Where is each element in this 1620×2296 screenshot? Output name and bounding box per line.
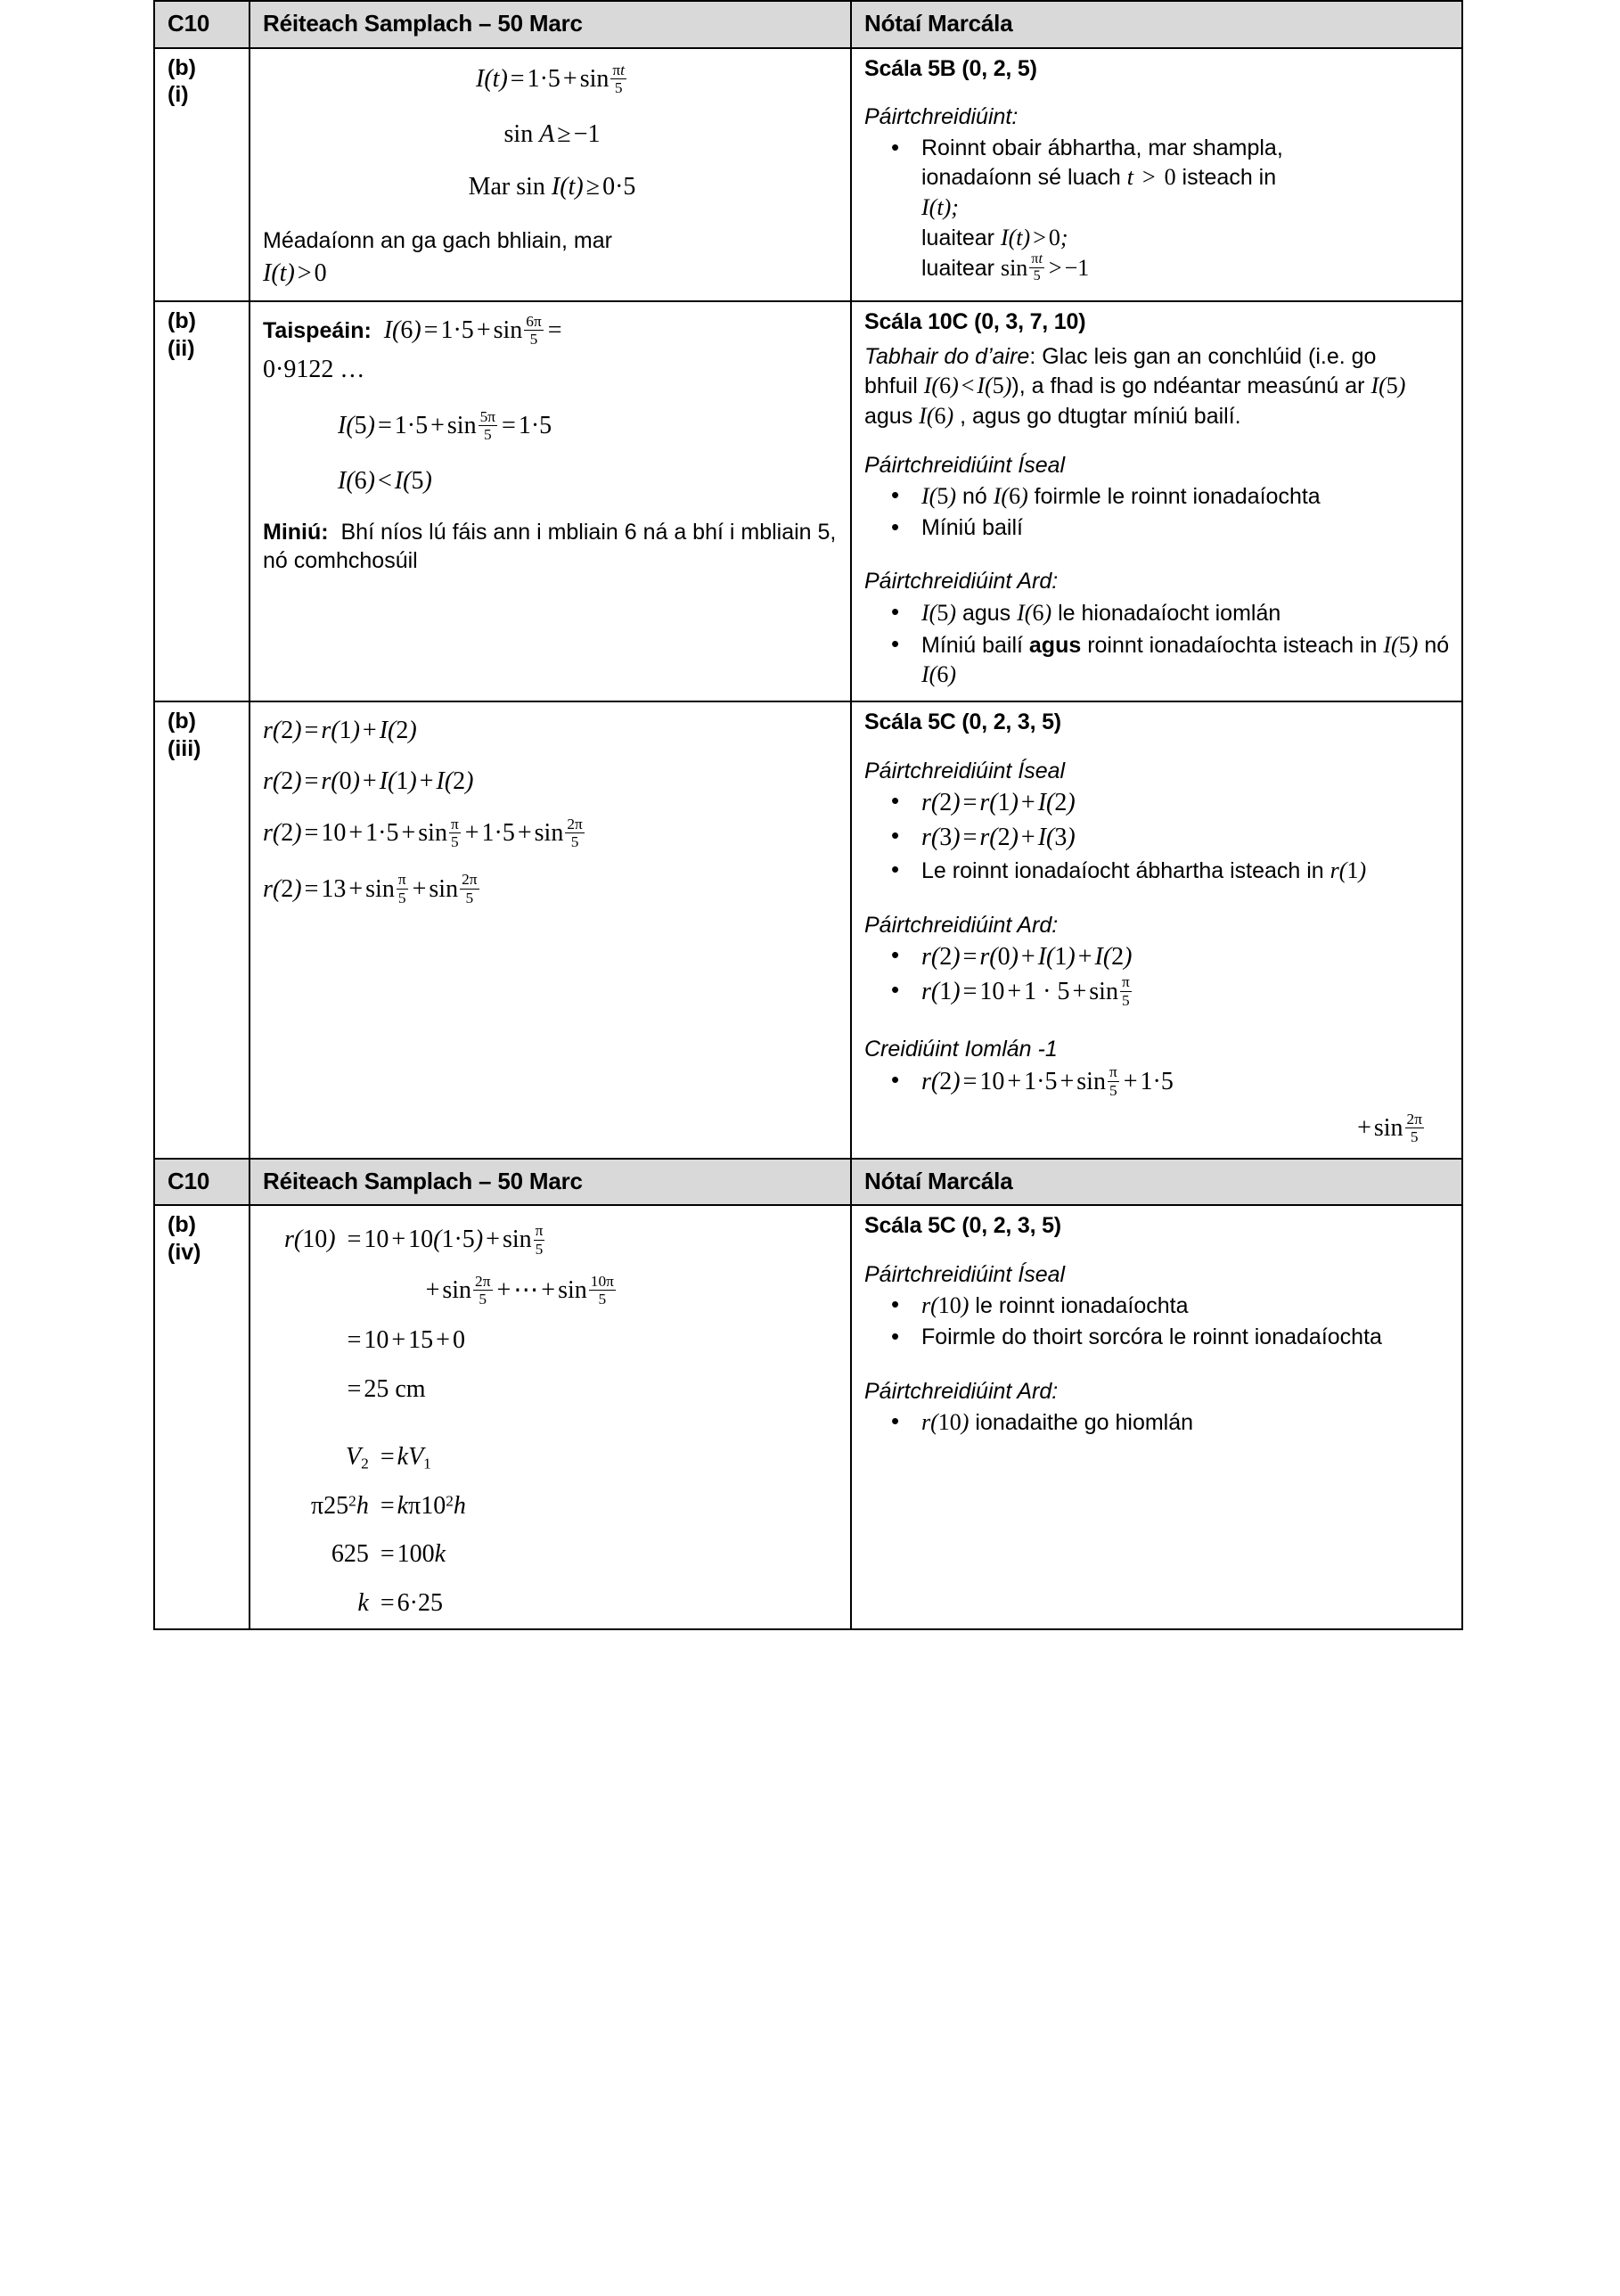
list-item: • Foirmle do thoirt sorcóra le roinnt ionadaíochta (918, 1323, 1452, 1352)
equation-rhs-100k: = 100k (380, 1540, 446, 1569)
header-question-col-repeat: C10 (154, 1159, 250, 1206)
question-label-b-iv (154, 1205, 250, 1629)
list-item: • r(3) = r(2) + I(3) (918, 822, 1452, 854)
iseal-label-b-iv: Páirtchreidiúint Íseal (864, 1261, 1066, 1287)
tabhair-label: Tabhair do d’aire (864, 343, 1030, 369)
spacer (864, 544, 1452, 567)
spacer (864, 437, 1452, 451)
list-item: • Míniú bailí agus roinnt ionadaíochta isteach in I(5) nó I(6) (918, 630, 1452, 691)
equation-r2-c: r(2) = 10 + 1·5 + sin $\frac{\pi}{5}$ + 1·5 + sin $\frac{2\pi}{5}$ (263, 815, 583, 851)
tabhair-note: Tabhair do d’aire: Glac leis gan an conchlúid (i.e. go bhfuil I(6) < I(5)), a fhad is go ndéantar measúnú ar I(5) agus I(6) , agus go dtugtar míniú bailí. (864, 343, 1406, 429)
bullet-line-5: luaitear sin $\frac{\pi t}{5}$ > −1 (921, 251, 1090, 284)
list-item (918, 134, 1452, 286)
bullet-line-2: ionadaíonn sé luach t > 0 isteach in (921, 164, 1277, 191)
tabhair-text-c: agus (864, 403, 920, 429)
question-part: (b) (168, 709, 196, 734)
equation-rhs-kpi10: = $k\pi 10^2h$ (380, 1492, 466, 1520)
question-part: (b) (168, 54, 196, 80)
equation-lhs-pi25: $\pi 25^2h$ (311, 1492, 369, 1520)
ard-list-b-iii (864, 941, 1452, 1010)
notes-cell-b-iv (851, 1205, 1462, 1629)
equation-continuation: + sin $\frac{2\pi}{5}$ + ⋯ + sin $\frac{10\pi}{5}$ (425, 1272, 614, 1308)
question-subpart: (i) (168, 82, 189, 108)
list-item: • r(2) = r(0) + I(1) + I(2) (918, 941, 1452, 973)
scale-label-b-iv: Scála 5C (0, 2, 3, 5) (864, 1213, 1061, 1239)
iseal-list-b-ii (864, 481, 1452, 542)
equation-it-positive: I(t) > 0 (263, 258, 327, 287)
equation-row (284, 1224, 618, 1258)
taispeain-line: Taispeáin: I(6) = 1·5 + sin $\frac{6\pi}{5}$ = (263, 312, 562, 348)
ard-list-b-iv (864, 1407, 1452, 1438)
equation-row-gap (284, 1259, 618, 1275)
ard-label-b-iv: Páirtchreidiúint Ard: (864, 1378, 1059, 1404)
list-item: • I(5) agus I(6) le hionadaíocht iomlán (918, 598, 1452, 628)
header-solution-col-repeat: Réiteach Samplach – 50 Marc (250, 1159, 851, 1206)
equation-sin-a-bound: sin A ≥ −1 (503, 120, 601, 149)
table-header-row-1 (154, 1, 1462, 48)
notes-cell-b-iii (851, 701, 1462, 1158)
list-item: • r(10) le roinnt ionadaíochta (918, 1291, 1452, 1321)
equation-sum: = 10 + 15 + 0 (347, 1326, 465, 1355)
equation-row (284, 1275, 618, 1308)
spacer (864, 742, 1452, 757)
iseal-list-b-iii (864, 787, 1452, 886)
miniu-line (263, 518, 841, 576)
equation-row (311, 1441, 466, 1474)
equation-i5: I(5) = 1·5 + sin $\frac{5\pi}{5}$ = 1·5 (338, 407, 552, 443)
equation-row (311, 1587, 466, 1620)
iseal-label-b-iii: Páirtchreidiúint Íseal (864, 758, 1066, 783)
equation-lhs-k: k (357, 1588, 369, 1617)
iseal-label-b-ii: Páirtchreidiúint Íseal (864, 452, 1066, 478)
question-part: (b) (168, 1212, 196, 1238)
equation-r2-a: r(2) = r(1) + I(2) (263, 717, 417, 745)
table-row-b-iii (154, 701, 1462, 1158)
equation-row (311, 1538, 466, 1570)
equation-row-gap (311, 1571, 466, 1587)
equation-row-gap (311, 1474, 466, 1490)
scale-label-b-ii: Scála 10C (0, 3, 7, 10) (864, 309, 1086, 334)
question-label-b-i (154, 48, 250, 301)
list-item: • I(5) nó I(6) foirmle le roinnt ionadaíochta (918, 481, 1452, 512)
iomlan-list-b-iii (864, 1063, 1452, 1147)
table-row-b-ii (154, 301, 1462, 701)
equation-rhs: = 10 + 10(1·5) + sin $\frac{\pi}{5}$ (347, 1222, 544, 1258)
iseal-list-b-iv (864, 1291, 1452, 1351)
miniu-text: Bhí níos lú fáis ann i mbliain 6 ná a bhí i mbliain 5, nó comhchosúil (263, 519, 837, 574)
solution-cell-b-i (250, 48, 851, 301)
equation-row (284, 1374, 618, 1406)
solution-cell-b-iii (250, 701, 851, 1158)
question-label-b-iii (154, 701, 250, 1158)
solution-cell-b-iv (250, 1205, 851, 1629)
equation-row-gap (284, 1357, 618, 1374)
tabhair-text-b: ), a fhad is go ndéantar measúnú ar (1011, 373, 1371, 398)
spacer (864, 1354, 1452, 1377)
question-part: (b) (168, 308, 196, 333)
spacer (864, 1246, 1452, 1260)
table-row-b-i (154, 48, 1462, 301)
equation-row-gap (311, 1522, 466, 1538)
header-question-col: C10 (154, 1, 250, 48)
list-item: • r(2) = 10 + 1·5 + sin $\frac{\pi}{5}$ + 1·5 + sin $\frac{2\pi}{5}$ (918, 1066, 1452, 1147)
equation-rhs-kv1: = $kV_1$ (380, 1443, 431, 1472)
list-item: • Le roinnt ionadaíocht ábhartha isteach in r(1) (918, 856, 1452, 886)
list-item: • r(1) = 10 + 1 · 5 + sin $\frac{\pi}{5}$ (918, 976, 1452, 1010)
equation-lhs-625: 625 (331, 1540, 369, 1569)
notes-cell-b-i (851, 48, 1462, 301)
equation-lhs: r(10) (284, 1226, 336, 1254)
notes-cell-b-ii (851, 301, 1462, 701)
equation-compare-i6-i5: I(6) < I(5) (338, 467, 432, 496)
equation-r2-b: r(2) = r(0) + I(1) + I(2) (263, 767, 474, 795)
list-item: • Míniú bailí (918, 513, 1452, 543)
solution-text-meadaionn: Méadaíonn an ga gach bhliain, mar (263, 228, 612, 254)
equation-block-r10 (284, 1224, 618, 1406)
ard-label-b-iii: Páirtchreidiúint Ard: (864, 912, 1059, 938)
taispeain-value: 0·9122 … (263, 356, 365, 384)
spacer (864, 88, 1452, 102)
equation-mar-sin: Mar sin I(t) ≥ 0·5 (468, 172, 636, 201)
solution-cell-b-ii (250, 301, 851, 701)
question-subpart: (ii) (168, 335, 195, 361)
tabhair-text-d: , agus go dtugtar míniú bailí. (953, 403, 1241, 429)
ard-list-b-ii (864, 598, 1452, 690)
partial-credit-label-b-i: Páirtchreidiúint: (864, 104, 1019, 130)
table-row-b-iv (154, 1205, 1462, 1629)
equation-result-cm: = 25 cm (347, 1374, 426, 1403)
marking-scheme-table (153, 0, 1463, 1630)
question-subpart: (iii) (168, 735, 201, 761)
partial-credit-list-b-i (864, 134, 1452, 286)
question-label-b-ii (154, 301, 250, 701)
equation-row-gap (284, 1308, 618, 1324)
header-solution-col: Réiteach Samplach – 50 Marc (250, 1, 851, 48)
scale-label-b-iii: Scála 5C (0, 2, 3, 5) (864, 709, 1061, 735)
table-header-row-2 (154, 1159, 1462, 1206)
equation-lhs-v2: $V_2$ (346, 1443, 369, 1472)
ard-label-b-ii: Páirtchreidiúint Ard: (864, 569, 1059, 594)
header-notes-col: Nótaí Marcála (851, 1, 1462, 48)
taispeain-label: Taispeáin: (263, 318, 372, 343)
bullet-line-3: I(t); (921, 194, 959, 221)
list-item: • r(2) = r(1) + I(2) (918, 787, 1452, 819)
spacer (864, 888, 1452, 911)
list-item: • r(10) ionadaithe go hiomlán (918, 1407, 1452, 1438)
bullet-line-4: luaitear I(t) > 0; (921, 224, 1068, 250)
header-notes-col-repeat: Nótaí Marcála (851, 1159, 1462, 1206)
scale-label-b-i: Scála 5B (0, 2, 5) (864, 55, 1037, 81)
question-subpart: (iv) (168, 1239, 201, 1265)
iomlan-continuation: + sin $\frac{2\pi}{5}$ (1357, 1110, 1422, 1146)
miniu-label: Miniú: (263, 519, 329, 545)
equation-row (311, 1490, 466, 1522)
equation-row (284, 1324, 618, 1357)
bullet-line-1: • Roinnt obair ábhartha, mar shampla, (921, 135, 1283, 160)
equation-block-volume (311, 1441, 466, 1620)
equation-it-definition: I(t) = 1·5 + sin $\frac{\pi t}{5}$ (476, 61, 625, 96)
spacer (263, 1406, 841, 1429)
tabhair-text-a: : Glac leis gan an conchlúid (i.e. go bhfuil (864, 343, 1377, 398)
equation-rhs-625value: = 6·25 (380, 1588, 443, 1617)
iomlan-label-b-iii: Creidiúint Iomlán -1 (864, 1037, 1058, 1062)
spacer (864, 1012, 1452, 1035)
equation-r2-d: r(2) = 13 + sin $\frac{\pi}{5}$ + sin $\frac{2\pi}{5}$ (263, 871, 478, 906)
